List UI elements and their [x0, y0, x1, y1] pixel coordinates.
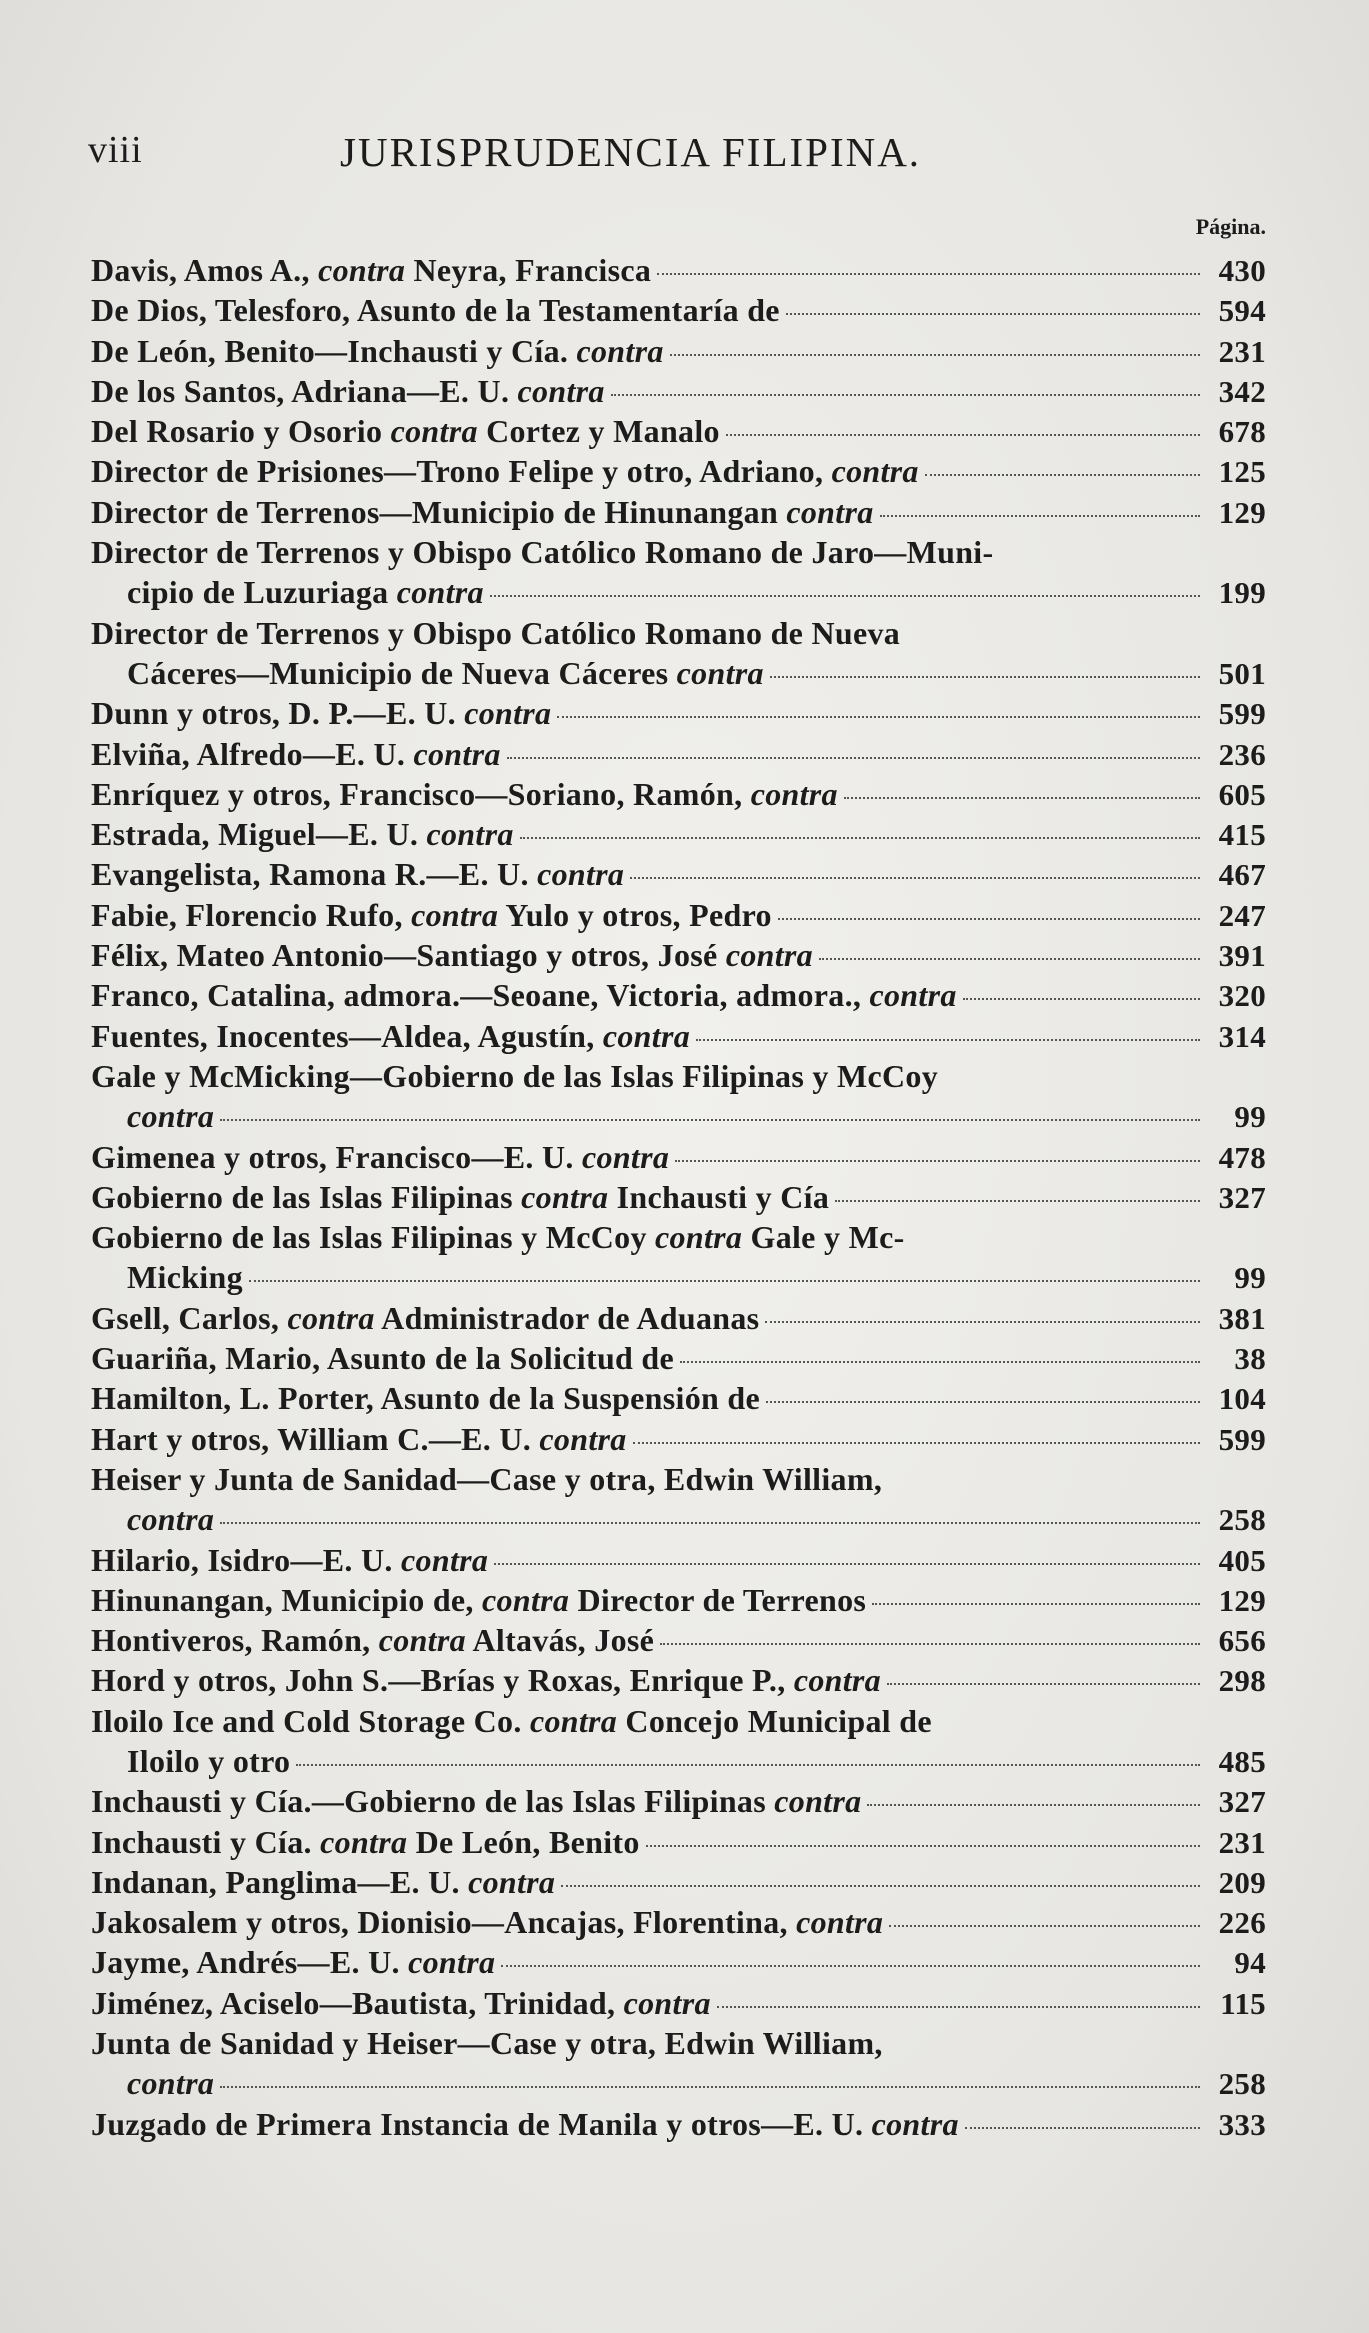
index-entry: [91, 250, 1266, 290]
entry-continuation-line: [91, 653, 1266, 693]
dot-leader: [220, 1521, 1200, 1524]
entry-line: [91, 1620, 1266, 1660]
entry-text: Inchausti y Cía.—Gobierno de las Islas Filipinas contra: [91, 1783, 862, 1820]
entry-page-number: 129: [1218, 494, 1266, 530]
index-entry: [91, 411, 1266, 451]
index-entry: [91, 1902, 1266, 1942]
entry-text: Jiménez, Aciselo—Bautista, Trinidad, contra: [91, 1984, 711, 2021]
entry-line: [91, 1701, 1266, 1741]
entry-continuation-line: [91, 1096, 1266, 1136]
dot-leader: [220, 1118, 1200, 1121]
entry-line: [91, 613, 1266, 653]
entry-continuation-line: [91, 2063, 1266, 2103]
entry-continuation-line: [91, 572, 1266, 612]
dot-leader: [490, 594, 1200, 597]
entry-line: [91, 975, 1266, 1015]
entry-text: Gimenea y otros, Francisco—E. U. contra: [91, 1138, 670, 1175]
dot-leader: [872, 1602, 1200, 1605]
dot-leader: [766, 1400, 1200, 1403]
entry-text: Hart y otros, William C.—E. U. contra: [91, 1420, 627, 1457]
entry-page-number: 333: [1218, 2106, 1266, 2142]
index-entry: [91, 492, 1266, 532]
entry-line: [91, 1459, 1266, 1499]
entry-text: Félix, Mateo Antonio—Santiago y otros, José contra: [91, 937, 813, 974]
entry-line: [91, 492, 1266, 532]
entry-text: Del Rosario y Osorio contra Cortez y Manalo: [91, 413, 720, 450]
entry-page-number: 605: [1218, 776, 1266, 812]
dot-leader: [819, 957, 1200, 960]
entry-page-number: 405: [1218, 1542, 1266, 1578]
entry-page-number: 501: [1218, 655, 1266, 691]
dot-leader: [965, 2126, 1200, 2129]
entry-line: [91, 1942, 1266, 1982]
entry-page-number: 104: [1218, 1381, 1266, 1417]
entry-line: [91, 1862, 1266, 1902]
index-entry: [91, 331, 1266, 371]
entry-page-number: 129: [1218, 1582, 1266, 1618]
entry-line: [91, 693, 1266, 733]
entry-page-number: 599: [1218, 696, 1266, 732]
entry-text: Guariña, Mario, Asunto de la Solicitud de: [91, 1340, 675, 1377]
index-entry: [91, 1217, 1266, 1298]
entry-continuation-line: [91, 1499, 1266, 1539]
index-entry: [91, 613, 1266, 694]
entry-continuation-line: [91, 1741, 1266, 1781]
dot-leader: [296, 1763, 1200, 1766]
entry-text: Director de Terrenos y Obispo Católico Romano de Nueva: [91, 614, 901, 651]
entry-continuation-line: [91, 1257, 1266, 1297]
entry-line: [91, 411, 1266, 451]
entry-line: [91, 935, 1266, 975]
dot-leader: [889, 1924, 1200, 1927]
dot-leader: [925, 473, 1200, 476]
dot-leader: [887, 1682, 1200, 1685]
index-entry: [91, 693, 1266, 733]
dot-leader: [220, 2085, 1200, 2088]
entry-line: [91, 1137, 1266, 1177]
entry-text: Iloilo y otro: [127, 1742, 291, 1779]
entry-text: Hinunangan, Municipio de, contra Director de Terrenos: [91, 1581, 867, 1618]
entry-page-number: 599: [1218, 1421, 1266, 1457]
index-entry: [91, 1540, 1266, 1580]
entry-line: [91, 371, 1266, 411]
entry-text: Hontiveros, Ramón, contra Altavás, José: [91, 1622, 655, 1659]
entry-page-number: 236: [1218, 736, 1266, 772]
dot-leader: [963, 997, 1200, 1000]
entry-line: [91, 1580, 1266, 1620]
entry-text: Gobierno de las Islas Filipinas contra Inchausti y Cía: [91, 1178, 830, 1215]
entry-page-number: 226: [1218, 1905, 1266, 1941]
entry-text: cipio de Luzuriaga contra: [127, 574, 484, 611]
index-entry: [91, 1459, 1266, 1540]
entry-text: Gsell, Carlos, contra Administrador de Aduanas: [91, 1299, 760, 1336]
dot-leader: [786, 312, 1200, 315]
dot-leader: [867, 1803, 1200, 1806]
entry-page-number: 99: [1234, 1260, 1266, 1296]
entry-text: Elviña, Alfredo—E. U. contra: [91, 735, 501, 772]
index-entry: [91, 1016, 1266, 1056]
entry-line: [91, 1540, 1266, 1580]
dot-leader: [501, 1964, 1200, 1967]
entry-line: [91, 854, 1266, 894]
entry-line: [91, 331, 1266, 371]
entry-page-number: 320: [1218, 978, 1266, 1014]
entry-line: [91, 734, 1266, 774]
index-entry: [91, 1137, 1266, 1177]
index-entry: [91, 371, 1266, 411]
dot-leader: [778, 917, 1200, 920]
entry-text: De León, Benito—Inchausti y Cía. contra: [91, 332, 664, 369]
entry-text: Jayme, Andrés—E. U. contra: [91, 1944, 496, 1981]
entry-text: Dunn y otros, D. P.—E. U. contra: [91, 695, 552, 732]
entry-text: contra: [127, 2065, 215, 2102]
dot-leader: [520, 836, 1200, 839]
dot-leader: [726, 433, 1200, 436]
entry-page-number: 209: [1218, 1864, 1266, 1900]
entry-text: Estrada, Miguel—E. U. contra: [91, 816, 514, 853]
index-entry: [91, 1822, 1266, 1862]
entry-text: Fuentes, Inocentes—Aldea, Agustín, contra: [91, 1017, 691, 1054]
entry-line: [91, 1983, 1266, 2023]
entry-line: [91, 1660, 1266, 1700]
dot-leader: [660, 1642, 1200, 1645]
index-entry: [91, 1660, 1266, 1700]
entry-text: Junta de Sanidad y Heiser—Case y otra, Edwin William,: [91, 2025, 883, 2062]
entry-page-number: 125: [1218, 454, 1266, 490]
entry-page-number: 381: [1218, 1300, 1266, 1336]
entry-text: Gale y McMicking—Gobierno de las Islas Filipinas y McCoy: [91, 1057, 939, 1094]
entry-line: [91, 895, 1266, 935]
dot-leader: [675, 1159, 1200, 1162]
entry-page-number: 115: [1220, 1985, 1266, 2021]
dot-leader: [880, 514, 1200, 517]
entry-page-number: 231: [1218, 333, 1266, 369]
dot-leader: [611, 393, 1200, 396]
entry-text: contra: [127, 1098, 215, 1135]
entry-text: Director de Prisiones—Trono Felipe y otro, Adriano, contra: [91, 453, 919, 490]
index-entry: [91, 1378, 1266, 1418]
entry-text: Micking: [127, 1259, 243, 1296]
entry-page-number: 258: [1218, 2066, 1266, 2102]
index-entry: [91, 975, 1266, 1015]
entry-page-number: 99: [1234, 1099, 1266, 1135]
entry-text: Enríquez y otros, Francisco—Soriano, Ramón, contra: [91, 775, 838, 812]
index-entry: [91, 1298, 1266, 1338]
entry-page-number: 298: [1218, 1663, 1266, 1699]
index-entry: [91, 1419, 1266, 1459]
entry-page-number: 430: [1218, 253, 1266, 288]
index-entry: [91, 1862, 1266, 1902]
entry-line: [91, 290, 1266, 330]
entry-text: Gobierno de las Islas Filipinas y McCoy contra Gale y Mc-: [91, 1219, 905, 1256]
index-entry: [91, 814, 1266, 854]
index-entry: [91, 1701, 1266, 1782]
index-entry: [91, 2023, 1266, 2104]
entry-page-number: 199: [1218, 575, 1266, 611]
entry-text: Heiser y Junta de Sanidad—Case y otra, Edwin William,: [91, 1460, 883, 1497]
entry-page-number: 415: [1218, 817, 1266, 853]
entry-line: [91, 1338, 1266, 1378]
entry-page-number: 342: [1218, 373, 1266, 409]
entry-text: Director de Terrenos y Obispo Católico Romano de Jaro—Muni-: [91, 534, 994, 571]
index-entry: [91, 290, 1266, 330]
entry-text: Hilario, Isidro—E. U. contra: [91, 1541, 489, 1578]
entry-page-number: 327: [1218, 1179, 1266, 1215]
entry-page-number: 467: [1218, 857, 1266, 893]
page-title: JURISPRUDENCIA FILIPINA.: [340, 129, 922, 175]
entry-page-number: 231: [1218, 1824, 1266, 1860]
index-entry: [91, 1338, 1266, 1378]
dot-leader: [633, 1441, 1200, 1444]
entry-text: Iloilo Ice and Cold Storage Co. contra Concejo Municipal de: [91, 1702, 932, 1739]
entry-line: [91, 532, 1266, 572]
entry-text: contra: [127, 1501, 215, 1538]
dot-leader: [765, 1320, 1200, 1323]
entry-line: [91, 774, 1266, 814]
entry-line: [91, 2023, 1266, 2063]
entry-page-number: 656: [1218, 1623, 1266, 1659]
entry-line: [91, 250, 1266, 290]
index-entry: [91, 532, 1266, 613]
entry-line: [91, 1419, 1266, 1459]
entry-line: [91, 2104, 1266, 2144]
dot-leader: [835, 1199, 1200, 1202]
index-entry: [91, 1177, 1266, 1217]
entry-text: Inchausti y Cía. contra De León, Benito: [91, 1823, 640, 1860]
entry-line: [91, 1781, 1266, 1821]
entry-text: De los Santos, Adriana—E. U. contra: [91, 372, 605, 409]
dot-leader: [507, 756, 1200, 759]
page-header: [88, 128, 1268, 188]
dot-leader: [630, 876, 1200, 879]
index-entry: [91, 2104, 1266, 2144]
entry-page-number: 485: [1218, 1743, 1266, 1779]
dot-leader: [770, 675, 1200, 678]
index-entry: [91, 1983, 1266, 2023]
entry-line: [91, 1378, 1266, 1418]
entry-page-number: 314: [1218, 1018, 1266, 1054]
entry-line: [91, 1177, 1266, 1217]
index-entry: [91, 1942, 1266, 1982]
index-entry: [91, 1580, 1266, 1620]
page-folio: viii: [88, 129, 143, 171]
entry-page-number: 258: [1218, 1502, 1266, 1538]
index-entry: [91, 1620, 1266, 1660]
entry-line: [91, 1056, 1266, 1096]
index-entry: [91, 1781, 1266, 1821]
entry-line: [91, 1298, 1266, 1338]
entry-page-number: 38: [1234, 1341, 1266, 1377]
entry-line: [91, 451, 1266, 491]
entry-text: Hord y otros, John S.—Brías y Roxas, Enrique P., contra: [91, 1662, 881, 1699]
entry-page-number: 391: [1218, 938, 1266, 974]
index-entry: [91, 895, 1266, 935]
entry-text: Franco, Catalina, admora.—Seoane, Victoria, admora., contra: [91, 977, 957, 1014]
entry-text: Juzgado de Primera Instancia de Manila y otros—E. U. contra: [91, 2105, 959, 2142]
dot-leader: [646, 1844, 1200, 1847]
entry-text: Davis, Amos A., contra Neyra, Francisca: [91, 252, 652, 288]
index-entry: [91, 1056, 1266, 1137]
entry-text: Indanan, Panglima—E. U. contra: [91, 1863, 556, 1900]
dot-leader: [249, 1279, 1200, 1282]
index-entry: [91, 935, 1266, 975]
dot-leader: [680, 1360, 1200, 1363]
entry-text: Hamilton, L. Porter, Asunto de la Suspensión de: [91, 1380, 761, 1417]
index-entry: [91, 774, 1266, 814]
entry-text: Evangelista, Ramona R.—E. U. contra: [91, 856, 625, 893]
entry-text: Cáceres—Municipio de Nueva Cáceres contra: [127, 654, 764, 691]
entry-page-number: 478: [1218, 1139, 1266, 1175]
entry-text: Director de Terrenos—Municipio de Hinunangan contra: [91, 493, 874, 530]
entry-line: [91, 1902, 1266, 1942]
index-entry: [91, 854, 1266, 894]
index-entry: [91, 451, 1266, 491]
entry-page-number: 594: [1218, 293, 1266, 329]
dot-leader: [844, 796, 1200, 799]
entry-line: [91, 1822, 1266, 1862]
entry-line: [91, 1217, 1266, 1257]
pagina-column-label: Página.: [1195, 214, 1266, 239]
entry-page-number: 247: [1218, 897, 1266, 933]
index-entries: [91, 250, 1266, 2144]
dot-leader: [557, 715, 1200, 718]
entry-page-number: 678: [1218, 414, 1266, 450]
dot-leader: [561, 1884, 1200, 1887]
dot-leader: [696, 1038, 1200, 1041]
entry-line: [91, 1016, 1266, 1056]
entry-page-number: 327: [1218, 1784, 1266, 1820]
dot-leader: [670, 353, 1200, 356]
index-entry: [91, 734, 1266, 774]
dot-leader: [717, 2005, 1200, 2008]
dot-leader: [657, 272, 1200, 275]
entry-text: Fabie, Florencio Rufo, contra Yulo y otros, Pedro: [91, 896, 772, 933]
entry-text: De Dios, Telesforo, Asunto de la Testamentaría de: [91, 292, 780, 329]
entry-page-number: 94: [1234, 1945, 1266, 1981]
dot-leader: [494, 1562, 1200, 1565]
entry-text: Jakosalem y otros, Dionisio—Ancajas, Florentina, contra: [91, 1904, 884, 1941]
entry-line: [91, 814, 1266, 854]
